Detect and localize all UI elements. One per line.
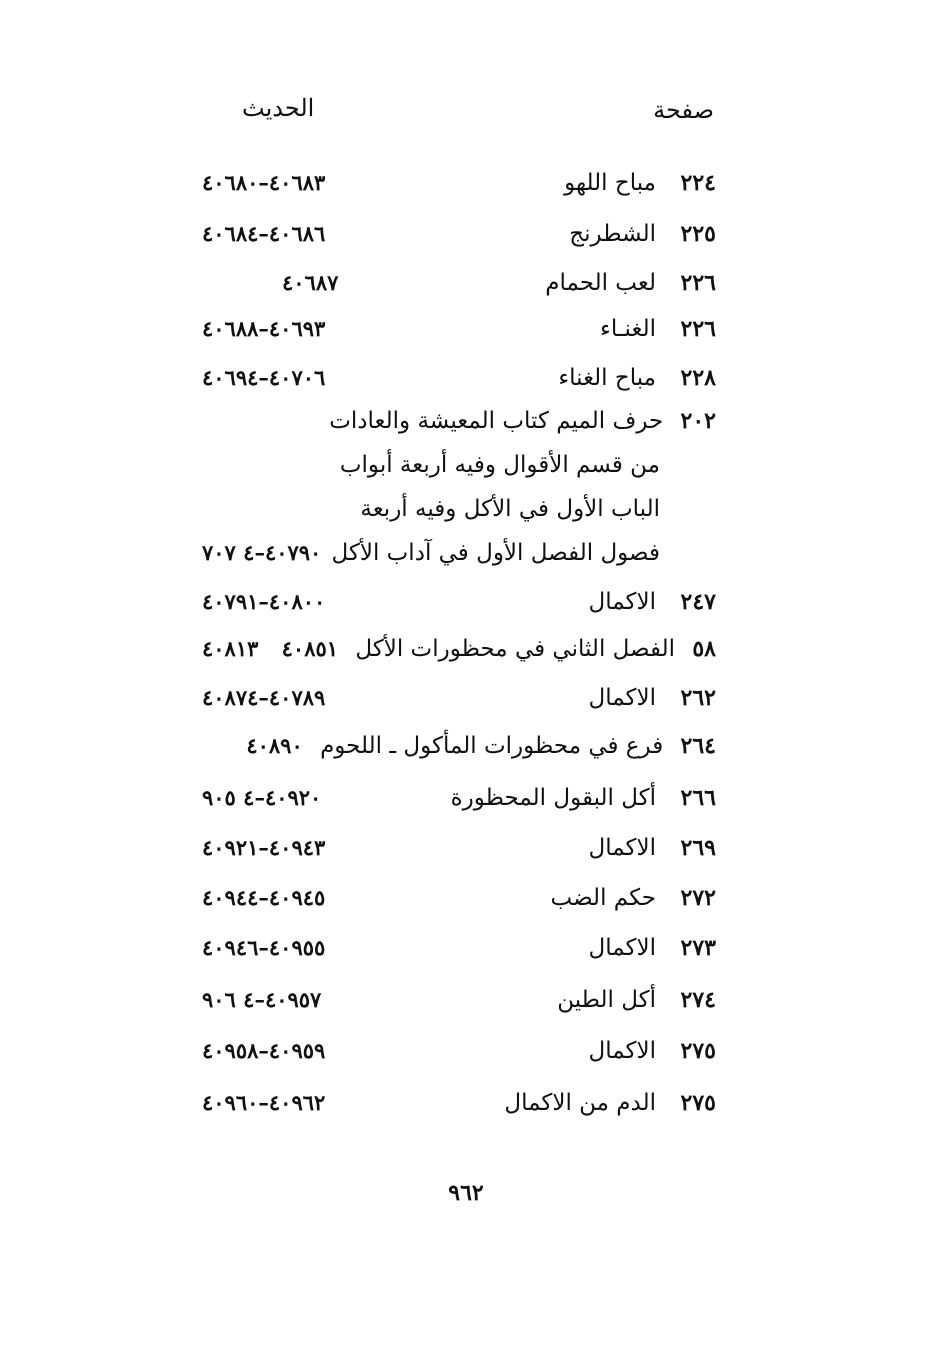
index-entry [0,733,932,779]
entry-title: الاكمال [588,685,656,711]
entry-line [282,636,716,662]
entry-hadith-end: ٤٠٨١٣ [202,636,259,661]
entry-line [246,733,716,759]
index-entry [0,987,932,1033]
section-hadith-row [0,540,932,586]
index-entry [0,170,932,216]
entry-page: ٢٤٧ [680,589,716,615]
entry-hadith-range: ٤٠٧٨٩–٤٠٨٧٤ [202,685,326,710]
entry-hadith-range: ٤٠٩٥٥–٤٠٩٤٦ [202,935,326,960]
hadith-column-heading: الحديث [242,94,315,122]
entry-title: أكل البقول المحظورة [450,785,656,811]
entry-hadith-start: ٤٠٨٥١ [281,636,339,661]
entry-hadith-range: ٤٠٦٨٣–٤٠٦٨٠ [202,170,326,195]
entry-title: أكل الطين [557,987,656,1013]
entry-page: ٢٦٢ [680,685,716,711]
page-column-heading: صفحة [653,96,714,124]
entry-hadith-range: ٤٠٦٩٣–٤٠٦٨٨ [202,316,326,341]
entry-page: ٢٢٥ [680,221,716,247]
section-page: ٢٠٢ [680,408,716,434]
section-line [329,408,716,434]
index-entry [0,221,932,267]
section-line-text: حرف الميم كتاب المعيشة والعادات [329,408,664,434]
entry-title: حكم الضب [550,885,656,911]
entry-page: ٢٢٦ [680,316,716,342]
entry-hadith-range: ٤٠٩٦٢–٤٠٩٦٠ [202,1090,326,1115]
entry-title: الشطرنج [569,221,656,247]
entry-page: ٢٧٢ [680,885,716,911]
entry-page: ٢٧٣ [680,935,716,961]
entry-title: الدم من الاكمال [504,1090,656,1116]
section-hadith-range: ٤٠٧٩٠–٤ ٧٠٧ [202,540,322,565]
index-entry [0,636,932,682]
entry-title: مباح الغناء [558,365,656,391]
index-entry [0,885,932,931]
entry-hadith-range: ٤٠٩٥٧–٤ ٩٠٦ [202,987,322,1012]
entry-hadith-range: ٤٠٦٨٧ [282,270,339,295]
entry-page: ٢٦٩ [680,835,716,861]
index-entry [0,1038,932,1084]
entry-page: ٢٢٦ [680,270,716,296]
index-entry [0,935,932,981]
entry-title: لعب الحمام [545,270,656,296]
index-entry [0,685,932,731]
entry-title: الاكمال [588,835,656,861]
entry-page: ٢٧٥ [680,1090,716,1116]
index-entry [0,1090,932,1136]
entry-title: الاكمال [588,589,656,615]
section-line-text: فصول الفصل الأول في آداب الأكل [331,540,660,566]
entry-title: الاكمال [588,1038,656,1064]
entry-page: ٢٧٤ [680,987,716,1013]
entry-hadith-start: ٤٠٨٩٠ [246,733,303,758]
page-number: ٩٦٢ [448,1180,484,1206]
entry-hadith-range: ٤٠٩٢٠–٤ ٩٠٥ [202,785,322,810]
entry-hadith-range: ٤٠٨٠٠–٤٠٧٩١ [202,589,326,614]
section-line [360,496,660,522]
entry-hadith-range: ٤٠٩٤٣–٤٠٩٢١ [202,835,326,860]
entry-page: ٢٦٤ [680,733,716,759]
entry-hadith-range: ٤٠٧٠٦–٤٠٦٩٤ [202,365,326,390]
entry-hadith-range: ٤٠٩٤٥–٤٠٩٤٤ [202,885,326,910]
section-line-text: الباب الأول في الأكل وفيه أربعة [360,496,660,522]
entry-page: ٢٧٥ [680,1038,716,1064]
entry-hadith-range: ٤٠٦٨٦–٤٠٦٨٤ [202,221,326,246]
entry-title: مباح اللهو [564,170,656,196]
entry-title: الاكمال [588,935,656,961]
section-line [340,452,660,478]
entry-title: فرع في محظورات المأكول ـ اللحوم [320,733,664,759]
index-entry [0,270,932,316]
entry-page: ٢٦٦ [680,785,716,811]
entry-page: ٢٢٨ [680,365,716,391]
entry-page: ٥٨ [692,636,716,662]
entry-title: الفصل الثاني في محظورات الأكل [355,636,676,662]
index-entry [0,785,932,831]
section-line-text: من قسم الأقوال وفيه أربعة أبواب [339,452,660,478]
index-entry [0,589,932,635]
entry-title: الغنـاء [600,316,656,342]
index-entry [0,365,932,411]
index-entry [0,316,932,362]
entry-page: ٢٢٤ [680,170,716,196]
index-entry [0,835,932,881]
entry-hadith-range: ٤٠٩٥٩–٤٠٩٥٨ [202,1038,326,1063]
